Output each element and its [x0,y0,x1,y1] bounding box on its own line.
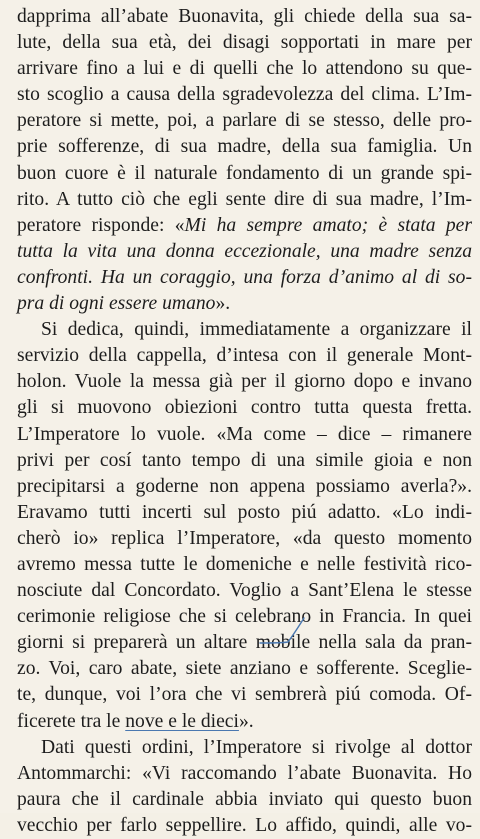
text-segment: dapprima all’abate Buonavita, gli chiede della sua sa- [17,6,472,27]
text-segment: rito. A tutto ciò che egli sente dire di sua madre, l’Im- [17,188,472,210]
text-line [17,709,472,735]
text-segment: L’Imperatore lo vuole. «Ma come – dice – rimanere [17,423,472,445]
text-line [17,56,472,82]
text-segment: ». [215,293,231,315]
text-line [17,395,472,421]
text-line [17,317,472,343]
text-line [17,604,472,630]
text-line [17,134,472,160]
text-segment: lute, della sua età, dei disagi sopportati in mare per [17,32,472,54]
italic-quote: Mi ha sempre amato; è stata per [184,214,472,236]
text-line [17,369,472,395]
text-line [17,682,472,708]
text-segment: te, dunque, voi l’ora che vi sembrerà piú comoda. Of- [17,684,472,706]
italic-quote: pra di ogni essere umano [17,293,216,315]
italic-quote: confronti. Ha un coraggio, una forza d’animo al di so- [17,266,472,288]
text-segment: peratore risponde: « [17,214,185,236]
text-segment: privi per cosí tanto tempo di una simile gioia e non [17,449,472,471]
text-segment: Si dedica, quindi, immediatamente a organizzare il [41,319,472,341]
text-line [17,787,472,813]
text-line [17,552,472,578]
text-segment: Antommarchi: «Vi raccomando l’abate Buonavita. Ho [17,762,472,784]
text-segment: precipitarsi a goderne non appena possiamo averla?». [17,475,472,497]
text-segment: ficerete tra le [17,710,126,732]
text-line [17,343,472,369]
text-line [17,4,472,30]
text-line [17,735,472,761]
text-line [17,500,472,526]
text-segment: cerimonie religiose che si celebrano in Francia. In quei [17,606,472,628]
text-line [17,82,472,108]
text-segment: ». [238,710,254,732]
text-line [17,187,472,213]
text-segment: zo. Voi, caro abate, siete anziano e sofferente. Sceglie- [17,658,472,680]
underlined-phrase: nove e le dieci [125,710,239,732]
text-line [17,578,472,604]
italic-quote: tutta la vita una donna eccezionale, una madre senza [17,240,472,262]
text-line [17,474,472,500]
text-segment: sto scoglio a causa della sgradevolezza del clima. L’Im- [17,84,472,106]
text-line [17,213,472,239]
text-segment: avremo messa tutte le domeniche e nelle festività rico- [17,553,472,575]
page-body-text [17,4,472,839]
text-line [17,161,472,187]
text-line [17,630,472,656]
text-line [17,239,472,265]
handwritten-check-mark [258,616,306,646]
text-line [17,526,472,552]
text-segment: holon. Vuole la messa già per il giorno dopo e invano [17,371,472,393]
text-segment: cherò io» replica l’Imperatore, «da questo momento [17,527,472,549]
text-line [17,448,472,474]
text-line [17,291,472,317]
text-segment: nosciute dal Concordato. Voglio a Sant’Elena le stesse [17,580,472,602]
text-segment: paura che il cardinale abbia inviato qui questo buon [17,788,472,810]
text-segment: arrivare fino a lui e di quelli che lo attendono su que- [17,58,472,80]
text-segment: servizio della cappella, d’intesa con il generale Mont- [17,345,472,367]
text-segment: gli si muovono obiezioni contro tutta questa fretta. [17,397,472,419]
text-segment: Eravamo tutti incerti sul posto piú adatto. «Lo indi- [17,501,472,523]
text-line [17,422,472,448]
text-line [17,108,472,134]
text-segment: Dati questi ordini, l’Imperatore si rivolge al dottor [41,736,472,758]
text-line [17,30,472,56]
text-line [17,656,472,682]
text-line [17,761,472,787]
text-segment: prie sofferenze, di sua madre, della sua famiglia. Un [17,136,472,158]
text-line [17,265,472,291]
text-segment: peratore si mette, poi, a parlare di se stesso, delle pro- [17,110,472,132]
text-segment: buon cuore è il naturale fondamento di un grande spi- [17,162,472,184]
text-segment: vecchio per farlo seppellire. Lo affido, quindi, alle vo- [17,814,472,836]
text-line [17,813,472,839]
text-segment: giorni si preparerà un altare mobile nella sala da pran- [17,632,472,654]
